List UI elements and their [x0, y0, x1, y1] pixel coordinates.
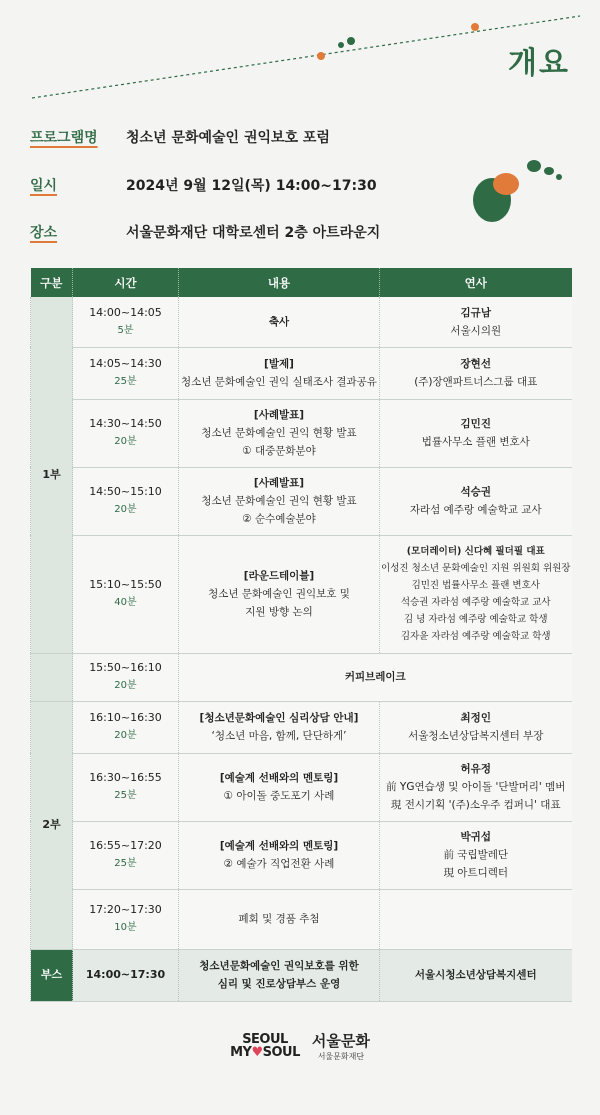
content-line: ② 예술가 직업전환 사례	[223, 858, 335, 870]
info-label: 일시	[30, 178, 58, 194]
table-row	[31, 297, 572, 347]
info-value: 청소년 문화예술인 권익보호 포럼	[126, 130, 330, 146]
content-line: [라운드테이블]	[243, 570, 315, 582]
content-cell	[179, 949, 380, 1001]
duration: 5분	[117, 324, 134, 336]
speaker-role: 자라섬 예주랑 예술학교 교사	[409, 504, 542, 516]
break-part-cell	[31, 653, 73, 701]
time-cell	[73, 701, 179, 753]
content-line: [예술계 선배와의 멘토링]	[219, 840, 339, 852]
time: 14:50~15:10	[89, 485, 162, 498]
time-cell	[73, 535, 179, 653]
table-row	[31, 889, 572, 949]
speaker-name: 박귀섭	[460, 831, 491, 843]
duration: 20분	[114, 680, 137, 691]
table-row	[31, 467, 572, 535]
time: 16:10~16:30	[89, 711, 162, 724]
time-cell	[73, 889, 179, 949]
panelist: (모더레이터) 신다혜 필더필 대표	[406, 546, 545, 557]
table-row-booth	[31, 949, 572, 1001]
time: 14:00~14:05	[89, 305, 162, 319]
time: 17:20~17:30	[89, 903, 162, 916]
content-line: ② 순수예술분야	[242, 513, 316, 525]
sfac-logo	[312, 1030, 370, 1062]
content-line: 청소년 문화예술인 권익 현황 발표	[201, 427, 357, 439]
speaker-role: 前 YG연습생 및 아이돌 '단발머리' 멤버	[386, 781, 566, 793]
header-time: 시간	[73, 268, 179, 297]
booth-part-cell: 부스	[31, 949, 73, 1001]
speaker-role: 법률사무소 플랜 변호사	[421, 436, 530, 448]
time: 16:30~16:55	[89, 771, 162, 784]
heart-icon: ♥	[251, 1045, 263, 1060]
time-cell	[73, 467, 179, 535]
panelist: 이성진 청소년 문화예술인 지원 위원회 위원장	[381, 563, 571, 574]
panelist: 김민진 법률사무소 플랜 변호사	[411, 580, 540, 591]
page-title: 개요	[508, 46, 570, 81]
time: 14:05~14:30	[89, 357, 162, 370]
time: 14:30~14:50	[89, 417, 162, 430]
time-cell	[73, 753, 179, 821]
info-label: 장소	[30, 225, 58, 241]
speaker-name: 서울시청소년상담복지센터	[414, 969, 537, 981]
content-cell	[179, 467, 380, 535]
panelist: 김 녕 자라섬 예주랑 예술학교 학생	[403, 614, 548, 625]
content-cell	[179, 753, 380, 821]
panelist: 김자윤 자라섬 예주랑 예술학교 학생	[400, 631, 551, 642]
content-line: [사례발표]	[253, 409, 305, 421]
content-cell	[179, 399, 380, 467]
duration: 20분	[114, 436, 137, 447]
header-speaker: 연사	[380, 268, 572, 297]
speaker-cell	[380, 535, 572, 653]
speaker-name: 김규남	[460, 306, 491, 319]
duration: 25분	[114, 858, 137, 869]
duration: 10분	[114, 922, 137, 933]
content-cell	[179, 701, 380, 753]
duration: 20분	[114, 730, 137, 741]
speaker-role: 前 국립발레단	[443, 849, 509, 861]
content-line: 청소년 문화예술인 권익 현황 발표	[201, 495, 357, 507]
content-line: 청소년문화예술인 권익보호를 위한	[199, 960, 359, 972]
header-category: 구분	[31, 268, 73, 297]
seoul-my-soul-logo: SEOUL MY♥SOUL	[230, 1032, 300, 1060]
table-row	[31, 821, 572, 889]
table-row-break	[31, 653, 572, 701]
content-cell	[179, 821, 380, 889]
time-cell	[73, 297, 179, 347]
speaker-role: 現 전시기획 '(주)소우주 컴퍼니' 대표	[390, 799, 561, 811]
time: 16:55~17:20	[89, 839, 162, 852]
duration: 40분	[114, 597, 137, 608]
content-line: 커피브레이크	[344, 671, 406, 683]
content-cell	[179, 535, 380, 653]
sfac-logo-mark: 서울문화	[311, 1032, 370, 1050]
content-line: 지원 방향 논의	[245, 606, 313, 618]
info-venue	[30, 222, 380, 242]
time-cell	[73, 821, 179, 889]
speaker-role: (주)장앤파트너스그룹 대표	[414, 376, 538, 388]
speaker-cell	[380, 889, 572, 949]
content-cell	[179, 347, 380, 399]
speaker-name: 장현선	[460, 358, 491, 370]
sfac-logo-name: 서울문화재단	[317, 1052, 365, 1061]
speaker-cell	[380, 297, 572, 347]
content-line: ‘청소년 마음, 함께, 단단하게’	[211, 730, 347, 742]
speaker-role: 現 아트디렉터	[443, 867, 509, 879]
table-row	[31, 753, 572, 821]
speaker-cell	[380, 399, 572, 467]
panelist: 석승권 자라섬 예주랑 예술학교 교사	[400, 597, 551, 608]
speaker-cell	[380, 467, 572, 535]
content-line: 청소년 문화예술인 권익보호 및	[208, 588, 350, 600]
speaker-name: 김민진	[460, 418, 491, 430]
info-label: 프로그램명	[30, 130, 98, 146]
schedule-table	[30, 268, 572, 1002]
info-program	[30, 127, 330, 147]
speaker-name: 허유정	[460, 763, 491, 775]
content-line: [예술계 선배와의 멘토링]	[219, 772, 339, 784]
footer-logos	[0, 1030, 600, 1062]
info-date	[30, 175, 377, 195]
content-line: 청소년 문화예술인 권익 실태조사 결과공유	[181, 376, 377, 388]
speaker-cell	[380, 949, 572, 1001]
time-cell	[73, 949, 179, 1001]
speaker-role: 서울시의원	[450, 324, 502, 337]
part-2-cell: 2부	[31, 701, 73, 949]
content-line: ① 대중문화분야	[242, 445, 316, 457]
content-line: [사례발표]	[253, 477, 305, 489]
duration: 25분	[114, 376, 137, 387]
break-cell	[179, 653, 572, 701]
speaker-cell	[380, 347, 572, 399]
speaker-name: 최정인	[460, 712, 491, 724]
time-cell	[73, 399, 179, 467]
header-content: 내용	[179, 268, 380, 297]
speaker-name: 석승권	[460, 486, 491, 498]
content-line: 심리 및 진로상담부스 운영	[217, 978, 341, 990]
table-row	[31, 347, 572, 399]
content-line: 폐회 및 경품 추첨	[238, 913, 320, 925]
table-row	[31, 701, 572, 753]
info-value: 2024년 9월 12일(목) 14:00~17:30	[126, 178, 377, 194]
duration: 25분	[114, 790, 137, 801]
speaker-cell	[380, 821, 572, 889]
table-header-row	[31, 268, 572, 297]
time: 15:50~16:10	[89, 661, 162, 674]
speaker-cell	[380, 753, 572, 821]
duration: 20분	[114, 504, 137, 515]
content-line: 축사	[268, 315, 290, 328]
info-value: 서울문화재단 대학로센터 2층 아트라운지	[126, 225, 381, 241]
table-row	[31, 535, 572, 653]
speaker-cell	[380, 701, 572, 753]
content-line: ① 아이돌 중도포기 사례	[223, 790, 335, 802]
time: 14:00~17:30	[85, 968, 166, 981]
content-cell	[179, 889, 380, 949]
table-row	[31, 399, 572, 467]
content-line: [청소년문화예술인 심리상담 안내]	[199, 712, 359, 724]
time-cell	[73, 653, 179, 701]
time: 15:10~15:50	[89, 578, 162, 591]
part-1-cell: 1부	[31, 297, 73, 653]
speaker-role: 서울청소년상담복지센터 부장	[408, 730, 544, 742]
content-cell	[179, 297, 380, 347]
time-cell	[73, 347, 179, 399]
content-line: [발제]	[264, 358, 294, 370]
